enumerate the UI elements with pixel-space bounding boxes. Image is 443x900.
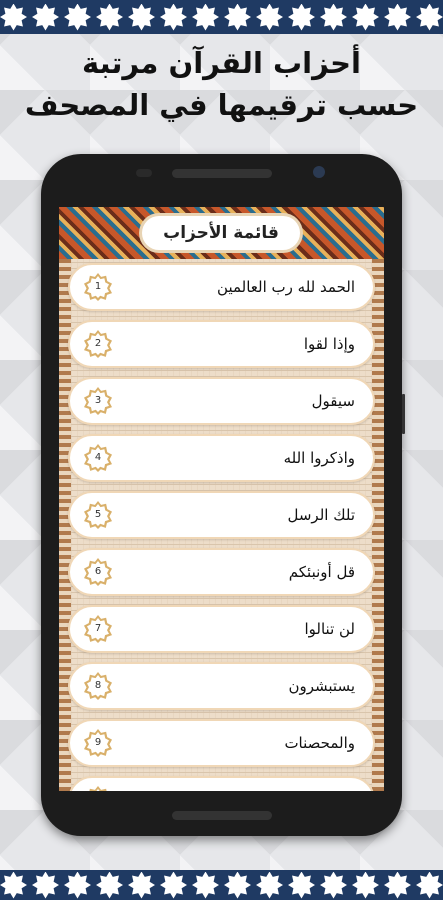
star-ornament-icon (320, 4, 347, 31)
star-ornament-icon (192, 872, 219, 899)
star-ornament-icon (64, 4, 91, 31)
number-badge-icon (84, 558, 112, 586)
star-ornament-icon (32, 4, 59, 31)
headline-line-1: أحزاب القرآن مرتبة (82, 46, 361, 80)
list-item[interactable] (68, 320, 375, 368)
star-ornament-icon (192, 4, 219, 31)
list-item-label: الحمد لله رب العالمين (217, 278, 355, 296)
list-item-label: وإذا لقوا (303, 335, 355, 353)
star-ornament-icon (96, 872, 123, 899)
list-item[interactable] (68, 434, 375, 482)
star-ornament-icon (384, 872, 411, 899)
star-ornament-icon (64, 872, 91, 899)
bottom-speaker (172, 811, 272, 820)
hizb-list[interactable] (59, 259, 384, 791)
app-screen (59, 207, 384, 791)
star-ornament-icon (160, 4, 187, 31)
star-ornament-icon (288, 4, 315, 31)
star-ornament-icon (320, 872, 347, 899)
earpiece-speaker (172, 169, 272, 178)
list-item-label: تلك الرسل (287, 506, 355, 524)
front-camera (313, 166, 325, 178)
list-item[interactable] (68, 605, 375, 653)
star-ornament-icon (352, 872, 379, 899)
star-ornament-icon (160, 872, 187, 899)
star-ornament-icon (0, 4, 27, 31)
star-ornament-icon (224, 872, 251, 899)
star-ornament-icon (32, 872, 59, 899)
top-star-border (0, 0, 443, 34)
star-ornament-icon (384, 4, 411, 31)
list-item-number: 4 (94, 452, 102, 463)
star-ornament-icon (0, 872, 27, 899)
list-item[interactable] (68, 377, 375, 425)
headline-line-2: حسب ترقيمها في المصحف (24, 88, 419, 122)
app-title: قائمة الأحزاب (142, 216, 300, 250)
star-ornament-icon (256, 4, 283, 31)
star-ornament-icon (416, 4, 443, 31)
list-item[interactable] (68, 263, 375, 311)
list-item[interactable] (68, 662, 375, 710)
number-badge-icon (84, 330, 112, 358)
list-item-number: 1 (94, 281, 102, 292)
star-ornament-icon (128, 4, 155, 31)
list-item-number: 5 (94, 509, 102, 520)
list-item[interactable] (68, 719, 375, 767)
star-ornament-icon (256, 872, 283, 899)
list-item-number: 3 (94, 395, 102, 406)
number-badge-icon (84, 387, 112, 415)
list-item-label: واذكروا الله (283, 449, 355, 467)
list-item[interactable] (68, 548, 375, 596)
list-item-number: 9 (94, 737, 102, 748)
number-badge-icon (84, 786, 112, 791)
star-ornament-icon (128, 872, 155, 899)
list-item[interactable] (68, 491, 375, 539)
app-header (59, 207, 384, 259)
list-item-partial[interactable] (68, 776, 375, 791)
bottom-star-border (0, 870, 443, 900)
number-badge-icon (84, 501, 112, 529)
star-ornament-icon (416, 872, 443, 899)
power-button (402, 394, 405, 434)
list-item-label: يستبشرون (288, 677, 355, 695)
star-ornament-icon (224, 4, 251, 31)
list-item-label: سيقول (311, 392, 355, 410)
list-item-label: قل أونبئكم (288, 563, 355, 581)
list-item-number: 7 (94, 623, 102, 634)
star-ornament-icon (96, 4, 123, 31)
number-badge-icon (84, 615, 112, 643)
number-badge-icon (84, 444, 112, 472)
star-ornament-icon (352, 4, 379, 31)
list-item-label: لن تنالوا (304, 620, 355, 638)
list-item-number: 6 (94, 566, 102, 577)
star-ornament-icon (288, 872, 315, 899)
list-item-label: والمحصنات (284, 734, 355, 752)
list-item-number: 8 (94, 680, 102, 691)
promo-headline (0, 42, 443, 126)
number-badge-icon (84, 273, 112, 301)
number-badge-icon (84, 729, 112, 757)
sensor (136, 169, 152, 177)
list-item-number: 2 (94, 338, 102, 349)
number-badge-icon (84, 672, 112, 700)
phone-frame (41, 154, 402, 836)
